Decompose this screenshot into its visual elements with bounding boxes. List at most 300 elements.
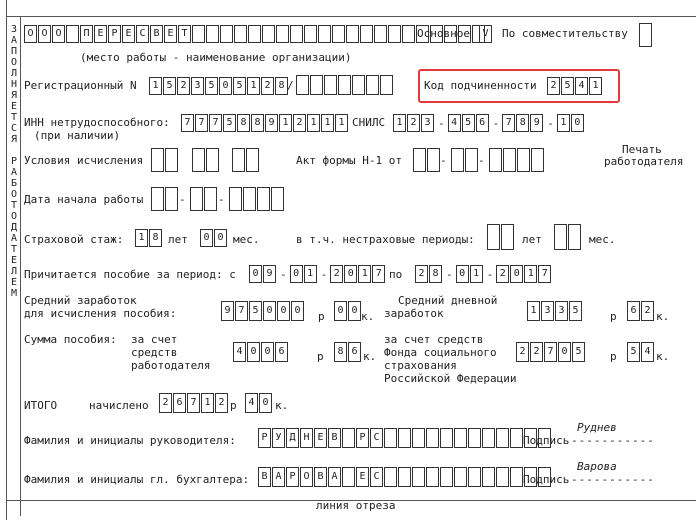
cell: 7 [235, 301, 248, 321]
cell: 1 [149, 77, 162, 95]
cell: В [314, 467, 327, 487]
cell: 0 [571, 114, 584, 132]
cell-group [415, 265, 443, 283]
cell: 1 [358, 265, 371, 283]
cell [248, 25, 261, 43]
cell: 1 [524, 265, 537, 283]
head-signature: Руднев [577, 421, 617, 434]
cell: Р [108, 25, 121, 43]
part-time-label: По совместительству [502, 27, 628, 40]
cut-line-label: линия отреза [316, 499, 396, 512]
cell: 2 [330, 265, 343, 283]
start-month-cells [190, 187, 218, 205]
stage-months-label: мес. [233, 233, 260, 246]
cell: С [370, 428, 383, 448]
benefit-employer-rub-cells [233, 342, 289, 360]
cell-group [557, 114, 585, 132]
cell: 7 [502, 114, 515, 132]
cell: 0 [290, 265, 303, 283]
cell: 6 [476, 114, 489, 132]
total-rub-cells [159, 393, 229, 411]
side-letter: А [10, 167, 18, 178]
cell-group [393, 114, 435, 132]
benefit-fss-kop-unit: к. [656, 350, 670, 363]
cell: 1 [527, 301, 540, 321]
cell: В [150, 25, 163, 43]
noninsurance-years-label: лет [522, 233, 542, 246]
cell: 0 [214, 229, 227, 247]
side-letter: А [10, 233, 18, 244]
side-letter: Я [10, 90, 18, 101]
cell [384, 467, 397, 487]
cell: 4 [448, 114, 461, 132]
conditions-cells-1 [151, 148, 179, 166]
group-dash: - [438, 116, 445, 130]
cell: 2 [415, 265, 428, 283]
cell: 0 [249, 265, 262, 283]
head-sign-label: Подпись [523, 434, 570, 447]
cell [412, 467, 425, 487]
avg-label-1: Средний заработок [24, 294, 137, 307]
stamp-line1: Печать [622, 143, 662, 156]
main-job-label: Основное [417, 27, 470, 40]
cell: Р [356, 428, 369, 448]
cell [332, 25, 345, 43]
cell [380, 75, 393, 95]
act-month-cells [451, 148, 479, 166]
side-letter: О [10, 57, 18, 68]
act-label: Акт формы Н-1 от [296, 154, 402, 167]
daily-label-1: Средний дневной [398, 294, 498, 307]
cell: 5 [572, 342, 585, 362]
cell: 1 [335, 114, 348, 132]
cell: О [52, 25, 65, 43]
side-letter: М [10, 288, 18, 299]
head-sign-line: ----------- [571, 434, 655, 447]
cell [468, 428, 481, 448]
conditions-label: Условия исчисления [24, 154, 144, 167]
cell: 1 [307, 114, 320, 132]
cell: 7 [195, 114, 208, 132]
cell [276, 25, 289, 43]
avg-rub-cells [221, 301, 305, 319]
group-dash: - [486, 267, 494, 281]
cell [290, 25, 303, 43]
cell [304, 25, 317, 43]
cell: 1 [135, 229, 148, 247]
start-day-cells [151, 187, 179, 205]
stamp-line2: работодателя [604, 155, 684, 168]
cell [374, 25, 387, 43]
cell: 1 [470, 265, 483, 283]
cell: П [80, 25, 93, 43]
avg-kop-cells [334, 301, 362, 319]
act-year-cells [489, 148, 545, 166]
part-time-checkbox[interactable] [639, 23, 653, 41]
cell [440, 467, 453, 487]
benefit-fss-kop-cells [627, 342, 655, 360]
cell [440, 428, 453, 448]
cell [468, 467, 481, 487]
cell: 8 [429, 265, 442, 283]
start-date-label: Дата начала работы [24, 193, 144, 206]
group-dash: - [280, 267, 287, 281]
cell: Е [356, 467, 369, 487]
cell [482, 467, 495, 487]
cell: 2 [516, 342, 529, 362]
cell: 8 [516, 114, 529, 132]
side-letter: Р [10, 156, 18, 167]
cell: 0 [219, 77, 232, 95]
cell [510, 467, 523, 487]
cell [398, 467, 411, 487]
daily-rub-cells [527, 301, 583, 319]
noninsurance-months-label: мес. [589, 233, 616, 246]
cell-group [496, 265, 552, 283]
cell: 6 [173, 393, 186, 413]
cell: 0 [277, 301, 290, 321]
cell: 0 [263, 301, 276, 321]
side-letter: Л [10, 266, 18, 277]
cell: 9 [265, 114, 278, 132]
side-letter: П [10, 46, 18, 57]
side-vertical-text [9, 24, 19, 299]
avg-kop-unit: к. [361, 310, 375, 323]
daily-kop-cells [627, 301, 655, 319]
cell-group [456, 265, 484, 283]
cell: 7 [209, 114, 222, 132]
cell [388, 25, 401, 43]
cell: 5 [223, 114, 236, 132]
total-kop-unit: к. [275, 399, 289, 412]
head-label: Фамилия и инициалы руководителя: [24, 434, 236, 447]
cell [66, 25, 79, 43]
benefit-employer-kop-cells [334, 342, 362, 360]
benefit-fss-rub-unit: р [610, 350, 617, 363]
reg-number-cells [149, 77, 289, 95]
cell [310, 75, 323, 95]
cell: 3 [191, 77, 204, 95]
benefit-fss-2: Фонда социального [384, 346, 497, 359]
cell [366, 75, 379, 95]
cell: 5 [163, 77, 176, 95]
cell-group [502, 114, 544, 132]
side-letter: З [10, 24, 18, 35]
cell [426, 467, 439, 487]
cell [342, 428, 355, 448]
cell: Т [178, 25, 191, 43]
group-dash: - [320, 267, 328, 281]
daily-label-2: заработок [384, 307, 444, 320]
inn-sublabel: (при наличии) [34, 129, 121, 142]
cell: О [24, 25, 37, 43]
noninsurance-months-cells [554, 224, 582, 242]
side-letter: Б [10, 178, 18, 189]
cell: В [328, 428, 341, 448]
cell-group [448, 114, 490, 132]
cell: 7 [187, 393, 200, 413]
side-letter: Т [10, 200, 18, 211]
cell: Р [258, 428, 271, 448]
group-dash: - [492, 116, 500, 130]
group-dash: - [547, 116, 554, 130]
org-caption: (место работы - наименование организации) [80, 51, 352, 64]
total-label-2: начислено [89, 399, 149, 412]
side-letter: О [10, 189, 18, 200]
cell: С [136, 25, 149, 43]
accountant-sign-line: ----------- [571, 473, 655, 486]
top-rule [6, 16, 696, 17]
stage-label: Страховой стаж: [24, 233, 124, 246]
cell [234, 25, 247, 43]
cell-group [290, 265, 318, 283]
cell [296, 75, 309, 95]
inn-label: ИНН нетрудоспособного: [24, 116, 170, 129]
cell: 5 [249, 301, 262, 321]
cell: 2 [215, 393, 228, 413]
cell: О [38, 25, 51, 43]
cell: 1 [321, 114, 334, 132]
cell [402, 25, 415, 43]
cell: 1 [201, 393, 214, 413]
cell: 3 [421, 114, 434, 132]
start-year-cells [229, 187, 285, 205]
period-to-cells [415, 265, 552, 283]
cell: 1 [247, 77, 260, 95]
cell: В [258, 467, 271, 487]
side-letter: Д [10, 222, 18, 233]
stage-years-label: лет [168, 233, 188, 246]
cell: 7 [538, 265, 551, 283]
benefit-employer-2: средств [131, 346, 178, 359]
cell: 3 [555, 301, 568, 321]
cell: 4 [575, 77, 588, 95]
subordination-cells [547, 77, 603, 95]
cell [482, 428, 495, 448]
cell: 0 [348, 301, 361, 321]
act-dash-2: - [478, 154, 485, 167]
left-border [6, 0, 7, 520]
main-job-checkbox[interactable] [479, 25, 493, 43]
cell: 9 [221, 301, 234, 321]
cell [324, 75, 337, 95]
cell [496, 428, 509, 448]
benefit-label: Сумма пособия: [24, 333, 117, 346]
cell: 1 [279, 114, 292, 132]
cell [342, 467, 355, 487]
cell [206, 25, 219, 43]
snils-cells [393, 114, 585, 132]
cell: 4 [233, 342, 246, 362]
side-letter: Т [10, 244, 18, 255]
stage-years-cells [135, 229, 163, 247]
total-rub-unit: р [230, 399, 237, 412]
cell [454, 428, 467, 448]
side-letter: Л [10, 68, 18, 79]
cell: 8 [149, 229, 162, 247]
group-dash: - [446, 267, 453, 281]
side-letter: А [10, 35, 18, 46]
cell: 2 [530, 342, 543, 362]
subordination-label: Код подчиненности [424, 79, 537, 92]
total-label: ИТОГО [24, 399, 58, 412]
side-letter: О [10, 211, 18, 222]
benefit-employer-1: за счет [131, 333, 178, 346]
cell: Е [94, 25, 107, 43]
benefit-employer-kop-unit: к. [363, 350, 377, 363]
cell [454, 467, 467, 487]
cell: 0 [259, 393, 272, 413]
act-dash-1: - [440, 154, 447, 167]
cell: 0 [456, 265, 469, 283]
cell: 5 [233, 77, 246, 95]
cell: 2 [293, 114, 306, 132]
cell: 2 [177, 77, 190, 95]
cell [360, 25, 373, 43]
cell: Р [286, 467, 299, 487]
reg-number-label: Регистрационный N [24, 79, 137, 92]
cell: 8 [275, 77, 288, 95]
start-dash-1: - [179, 193, 186, 206]
daily-rub-unit: р [610, 310, 617, 323]
cell: 2 [547, 77, 560, 95]
cell: 1 [589, 77, 602, 95]
cell: 0 [558, 342, 571, 362]
cell: 9 [263, 265, 276, 283]
cell: 0 [291, 301, 304, 321]
benefit-employer-3: работодателя [131, 359, 211, 372]
cell [346, 25, 359, 43]
avg-label-2: для исчисления пособия: [24, 307, 177, 320]
benefit-fss-rub-cells [516, 342, 586, 360]
cell: О [300, 467, 313, 487]
benefit-fss-1: за счет средств [384, 333, 484, 346]
cell: 0 [200, 229, 213, 247]
cell: С [370, 467, 383, 487]
accountant-label: Фамилия и инициалы гл. бухгалтера: [24, 473, 250, 486]
cell: 7 [181, 114, 194, 132]
cell: 7 [544, 342, 557, 362]
side-letter: Е [10, 277, 18, 288]
cell: А [328, 467, 341, 487]
side-letter [9, 145, 19, 156]
conditions-cells-3 [232, 148, 260, 166]
cell: 1 [557, 114, 570, 132]
cell [338, 75, 351, 95]
cell: 1 [304, 265, 317, 283]
cell: 4 [641, 342, 654, 362]
cell: 0 [247, 342, 260, 362]
cell: 2 [496, 265, 509, 283]
side-letter: Н [10, 79, 18, 90]
cell: Е [122, 25, 135, 43]
cell: У [272, 428, 285, 448]
cell: 7 [372, 265, 385, 283]
noninsurance-years-cells [487, 224, 515, 242]
reg-slash: / [287, 79, 294, 92]
cell: 5 [205, 77, 218, 95]
cell-group [330, 265, 386, 283]
cell [318, 25, 331, 43]
reg-number-extra-cells [296, 75, 394, 93]
head-name-cells [258, 428, 552, 446]
accountant-sign-label: Подпись [523, 473, 570, 486]
cell [262, 25, 275, 43]
cell: Е [314, 428, 327, 448]
cell: 2 [261, 77, 274, 95]
avg-rub-unit: р [318, 310, 325, 323]
cell: 2 [641, 301, 654, 321]
cell: 2 [159, 393, 172, 413]
act-day-cells [413, 148, 441, 166]
cell: 4 [245, 393, 258, 413]
snils-label: СНИЛС [352, 116, 386, 129]
cell: 5 [561, 77, 574, 95]
inner-left-rule [20, 16, 21, 516]
cell: 0 [510, 265, 523, 283]
stage-months-cells [200, 229, 228, 247]
cell: 1 [393, 114, 406, 132]
cell: 8 [334, 342, 347, 362]
cell: 6 [627, 301, 640, 321]
side-letter: Е [10, 101, 18, 112]
cell: 6 [275, 342, 288, 362]
cell [352, 75, 365, 95]
total-kop-cells [245, 393, 273, 411]
benefit-fss-4: Российской Федерации [384, 372, 517, 385]
cell: Н [300, 428, 313, 448]
cell [192, 25, 205, 43]
cell: 6 [348, 342, 361, 362]
cell: А [272, 467, 285, 487]
accountant-signature: Варова [577, 460, 617, 473]
main-job-mark: V [479, 25, 492, 43]
cell: Д [286, 428, 299, 448]
cell: 5 [569, 301, 582, 321]
cell: 0 [334, 301, 347, 321]
cell [220, 25, 233, 43]
accountant-name-cells [258, 467, 552, 485]
benefit-fss-3: страхования [384, 359, 457, 372]
start-dash-2: - [218, 193, 225, 206]
cell [510, 428, 523, 448]
cell: 9 [530, 114, 543, 132]
period-from-cells [249, 265, 386, 283]
side-letter: С [10, 123, 18, 134]
cell [384, 428, 397, 448]
cell: 8 [251, 114, 264, 132]
cell: 5 [627, 342, 640, 362]
conditions-cells-2 [192, 148, 220, 166]
benefit-employer-rub-unit: р [317, 350, 324, 363]
cell: 8 [237, 114, 250, 132]
daily-kop-unit: к. [656, 310, 670, 323]
period-label: Причитается пособие за период: с [24, 268, 236, 281]
cell-group [249, 265, 277, 283]
side-letter: Е [10, 255, 18, 266]
cell [412, 428, 425, 448]
inn-cells [181, 114, 349, 132]
cell: 0 [344, 265, 357, 283]
noninsurance-label: в т.ч. нестраховые периоды: [296, 233, 475, 246]
cell: Е [164, 25, 177, 43]
period-to-label: по [389, 268, 403, 281]
cell [496, 467, 509, 487]
side-letter: Т [10, 112, 18, 123]
cell: 2 [407, 114, 420, 132]
cell: 3 [541, 301, 554, 321]
side-letter: Я [10, 134, 18, 145]
